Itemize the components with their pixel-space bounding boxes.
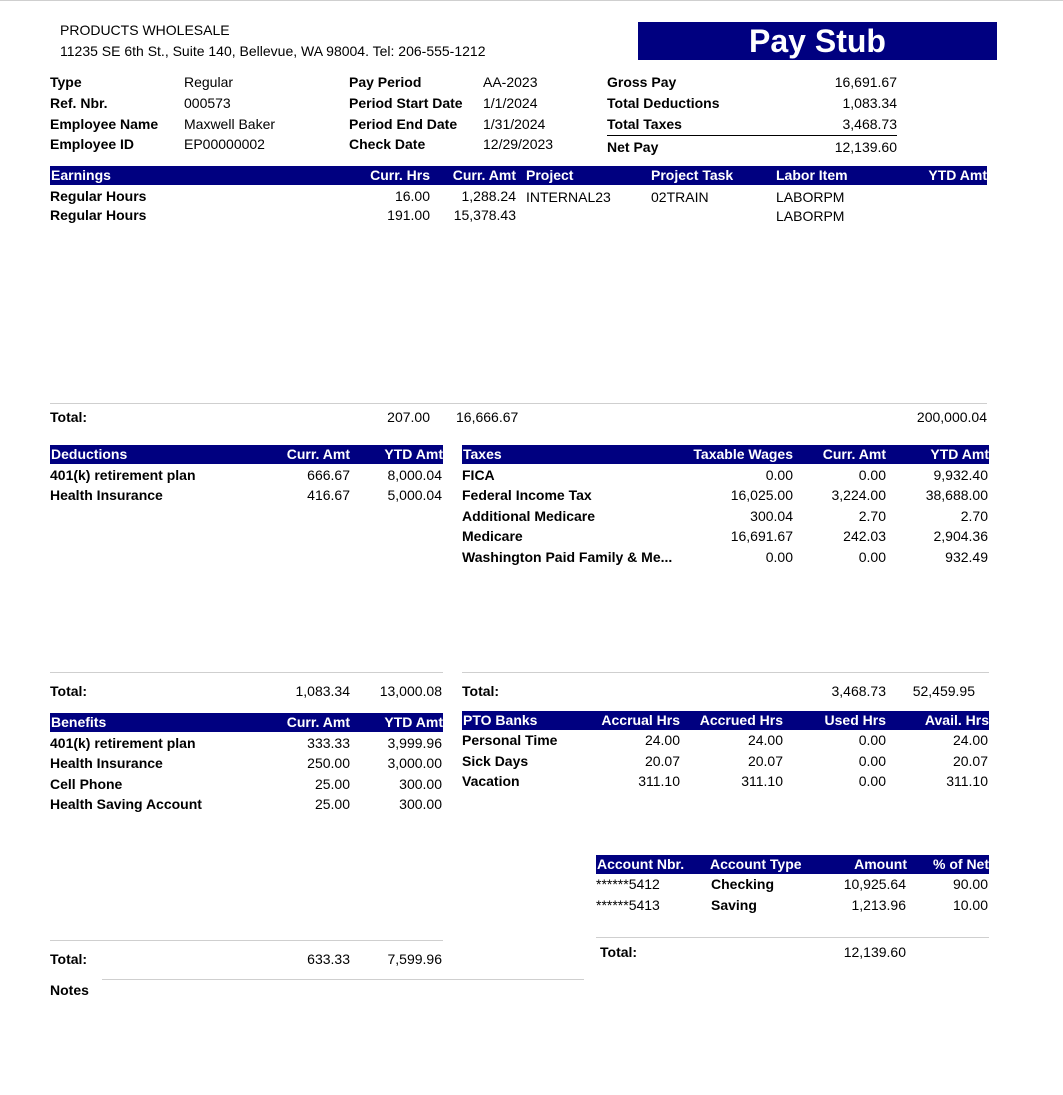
- deductions-row-1-name: 401(k) retirement plan: [50, 467, 196, 483]
- taxes-row-3-amt: 2.70: [858, 508, 886, 524]
- ref-nbr-label: Ref. Nbr.: [50, 95, 108, 111]
- earnings-row-2-amt: 15,378.43: [453, 207, 516, 223]
- deductions-ytd-header: YTD Amt: [384, 446, 443, 462]
- earnings-total-rule: [50, 403, 987, 404]
- taxes-row-3-ytd: 2.70: [960, 508, 988, 524]
- earnings-total-ytd: 200,000.04: [916, 409, 987, 425]
- period-start-value: 1/1/2024: [483, 95, 538, 111]
- deductions-header: Deductions: [51, 446, 128, 462]
- benefits-total-rule: [50, 940, 443, 941]
- taxes-row-3-name: Additional Medicare: [462, 508, 596, 524]
- taxes-row-1-wages: 0.00: [765, 467, 793, 483]
- page-title: Pay Stub: [749, 23, 886, 59]
- earnings-total-label: Total:: [50, 409, 88, 425]
- accounts-total-label: Total:: [600, 944, 638, 960]
- benefits-ytd-header: YTD Amt: [384, 714, 443, 730]
- deductions-curr-amt-header: Curr. Amt: [286, 446, 350, 462]
- pto-row-3-avail: 311.10: [946, 773, 988, 789]
- employee-id-label: Employee ID: [50, 136, 135, 152]
- accounts-row-2-pct: 10.00: [952, 897, 988, 913]
- earnings-row-2-name: Regular Hours: [50, 207, 147, 223]
- accounts-row-2-type: Saving: [711, 897, 757, 913]
- benefits-row-4-name: Health Saving Account: [50, 796, 202, 812]
- taxes-row-5-wages: 0.00: [765, 549, 793, 565]
- taxes-total-ytd: 52,459.95: [912, 683, 975, 699]
- accounts-type-header: Account Type: [710, 856, 802, 872]
- deductions-total-ytd: 13,000.08: [379, 683, 442, 699]
- pto-accrued-hrs-header: Accrued Hrs: [699, 712, 783, 728]
- earnings-row-1-task: 02TRAIN: [651, 189, 709, 205]
- benefits-row-2-ytd: 3,000.00: [387, 755, 442, 771]
- taxes-ytd-header: YTD Amt: [930, 446, 989, 462]
- taxes-row-4-ytd: 2,904.36: [933, 528, 988, 544]
- deductions-total-label: Total:: [50, 683, 88, 699]
- taxes-row-1-amt: 0.00: [858, 467, 886, 483]
- gross-pay-value: 16,691.67: [834, 74, 897, 90]
- pto-row-3-accrued: 311.10: [741, 773, 783, 789]
- taxes-row-2-amt: 3,224.00: [831, 487, 886, 503]
- taxes-total-amt: 3,468.73: [831, 683, 886, 699]
- taxes-row-2-name: Federal Income Tax: [462, 487, 592, 503]
- pto-row-2-name: Sick Days: [462, 753, 529, 769]
- earnings-labor-item-header: Labor Item: [776, 167, 848, 183]
- taxes-row-4-wages: 16,691.67: [730, 528, 793, 544]
- taxes-row-2-wages: 16,025.00: [730, 487, 793, 503]
- benefits-row-1-ytd: 3,999.96: [387, 735, 442, 751]
- taxes-row-5-amt: 0.00: [858, 549, 886, 565]
- taxes-row-1-name: FICA: [462, 467, 495, 483]
- accounts-row-1-pct: 90.00: [952, 876, 988, 892]
- earnings-total-amt: 16,666.67: [456, 409, 519, 425]
- deductions-row-2-ytd: 5,000.04: [387, 487, 442, 503]
- company-name: PRODUCTS WHOLESALE: [60, 22, 230, 38]
- earnings-ytd-header: YTD Amt: [928, 167, 987, 183]
- benefits-row-2-amt: 250.00: [307, 755, 350, 771]
- benefits-row-3-ytd: 300.00: [399, 776, 442, 792]
- benefits-row-2-name: Health Insurance: [50, 755, 163, 771]
- accounts-amount-header: Amount: [854, 856, 907, 872]
- total-taxes-label: Total Taxes: [607, 116, 682, 132]
- page-top-border: [0, 0, 1063, 1]
- notes-rule: [102, 979, 584, 980]
- pto-row-1-accrued: 24.00: [747, 732, 783, 748]
- benefits-row-1-name: 401(k) retirement plan: [50, 735, 196, 751]
- pto-row-3-name: Vacation: [462, 773, 520, 789]
- deductions-row-1-ytd: 8,000.04: [387, 467, 442, 483]
- earnings-total-hrs: 207.00: [387, 409, 430, 425]
- taxes-total-label: Total:: [462, 683, 500, 699]
- deductions-row-1-amt: 666.67: [307, 467, 350, 483]
- deductions-row-2-name: Health Insurance: [50, 487, 163, 503]
- benefits-row-4-ytd: 300.00: [399, 796, 442, 812]
- earnings-curr-amt-header: Curr. Amt: [452, 167, 516, 183]
- period-end-label: Period End Date: [349, 116, 458, 132]
- employee-name-label: Employee Name: [50, 116, 159, 132]
- accounts-row-1-amount: 10,925.64: [843, 876, 906, 892]
- period-start-label: Period Start Date: [349, 95, 463, 111]
- earnings-project-header: Project: [526, 167, 574, 183]
- pto-row-2-used: 0.00: [858, 753, 886, 769]
- earnings-row-2-hrs: 191.00: [387, 207, 430, 223]
- accounts-total-rule: [596, 937, 989, 938]
- pto-accrual-hrs-header: Accrual Hrs: [601, 712, 680, 728]
- earnings-curr-hrs-header: Curr. Hrs: [370, 167, 430, 183]
- earnings-row-1-name: Regular Hours: [50, 188, 147, 204]
- benefits-total-amt: 633.33: [307, 951, 350, 967]
- pto-header: PTO Banks: [463, 712, 538, 728]
- accounts-row-2-nbr: ******5413: [596, 897, 660, 913]
- benefits-total-ytd: 7,599.96: [387, 951, 442, 967]
- deductions-total-rule: [50, 672, 443, 673]
- accounts-row-1-type: Checking: [711, 876, 775, 892]
- pto-avail-hrs-header: Avail. Hrs: [924, 712, 989, 728]
- earnings-row-1-hrs: 16.00: [394, 188, 430, 204]
- deductions-row-2-amt: 416.67: [307, 487, 350, 503]
- taxes-row-5-ytd: 932.49: [945, 549, 988, 565]
- pto-row-1-avail: 24.00: [952, 732, 988, 748]
- ref-nbr-value: 000573: [184, 95, 231, 111]
- earnings-row-1-project: INTERNAL23: [526, 189, 611, 205]
- pay-period-label: Pay Period: [349, 74, 422, 90]
- taxes-header: Taxes: [463, 446, 502, 462]
- taxes-row-4-name: Medicare: [462, 528, 523, 544]
- taxes-row-4-amt: 242.03: [843, 528, 886, 544]
- earnings-row-1-labor: LABORPM: [776, 189, 845, 205]
- earnings-project-task-header: Project Task: [651, 167, 734, 183]
- notes-label: Notes: [50, 982, 89, 998]
- type-value: Regular: [184, 74, 234, 90]
- accounts-pct-header: % of Net: [933, 856, 989, 872]
- pto-row-3-accrual: 311.10: [638, 773, 680, 789]
- benefits-row-4-amt: 25.00: [314, 796, 350, 812]
- benefits-row-3-name: Cell Phone: [50, 776, 123, 792]
- pto-used-hrs-header: Used Hrs: [824, 712, 886, 728]
- type-label: Type: [50, 74, 82, 90]
- net-pay-label: Net Pay: [607, 139, 659, 155]
- taxes-total-rule: [462, 672, 989, 673]
- net-pay-value: 12,139.60: [834, 139, 897, 155]
- employee-id-value: EP00000002: [184, 136, 265, 152]
- gross-pay-label: Gross Pay: [607, 74, 677, 90]
- earnings-row-2-labor: LABORPM: [776, 208, 845, 224]
- check-date-label: Check Date: [349, 136, 426, 152]
- period-end-value: 1/31/2024: [483, 116, 546, 132]
- taxes-row-2-ytd: 38,688.00: [925, 487, 988, 503]
- total-deductions-label: Total Deductions: [607, 95, 720, 111]
- taxes-row-1-ytd: 9,932.40: [933, 467, 988, 483]
- taxes-curr-amt-header: Curr. Amt: [822, 446, 886, 462]
- accounts-row-1-nbr: ******5412: [596, 876, 660, 892]
- benefits-curr-amt-header: Curr. Amt: [286, 714, 350, 730]
- employee-name-value: Maxwell Baker: [184, 116, 276, 132]
- deductions-total-amt: 1,083.34: [295, 683, 350, 699]
- total-taxes-value: 3,468.73: [842, 116, 897, 132]
- accounts-nbr-header: Account Nbr.: [597, 856, 685, 872]
- net-pay-rule: [607, 135, 897, 136]
- pto-row-1-name: Personal Time: [462, 732, 558, 748]
- taxes-row-3-wages: 300.04: [750, 508, 793, 524]
- pto-row-1-accrual: 24.00: [644, 732, 680, 748]
- benefits-total-label: Total:: [50, 951, 88, 967]
- check-date-value: 12/29/2023: [483, 136, 554, 152]
- total-deductions-value: 1,083.34: [842, 95, 897, 111]
- accounts-row-2-amount: 1,213.96: [851, 897, 906, 913]
- taxes-row-5-name: Washington Paid Family & Me...: [462, 549, 673, 565]
- accounts-total-amount: 12,139.60: [843, 944, 906, 960]
- pto-row-2-avail: 20.07: [952, 753, 988, 769]
- earnings-header: Earnings: [51, 167, 111, 183]
- company-address: 11235 SE 6th St., Suite 140, Bellevue, WA 98004. Tel: 206-555-1212: [60, 43, 486, 59]
- pto-row-2-accrual: 20.07: [644, 753, 680, 769]
- pto-row-3-used: 0.00: [858, 773, 886, 789]
- pto-row-1-used: 0.00: [858, 732, 886, 748]
- benefits-header: Benefits: [51, 714, 107, 730]
- benefits-row-3-amt: 25.00: [314, 776, 350, 792]
- pay-period-value: AA-2023: [483, 74, 538, 90]
- taxes-taxable-wages-header: Taxable Wages: [693, 446, 793, 462]
- pto-row-2-accrued: 20.07: [747, 753, 783, 769]
- earnings-row-1-amt: 1,288.24: [461, 188, 516, 204]
- benefits-row-1-amt: 333.33: [307, 735, 350, 751]
